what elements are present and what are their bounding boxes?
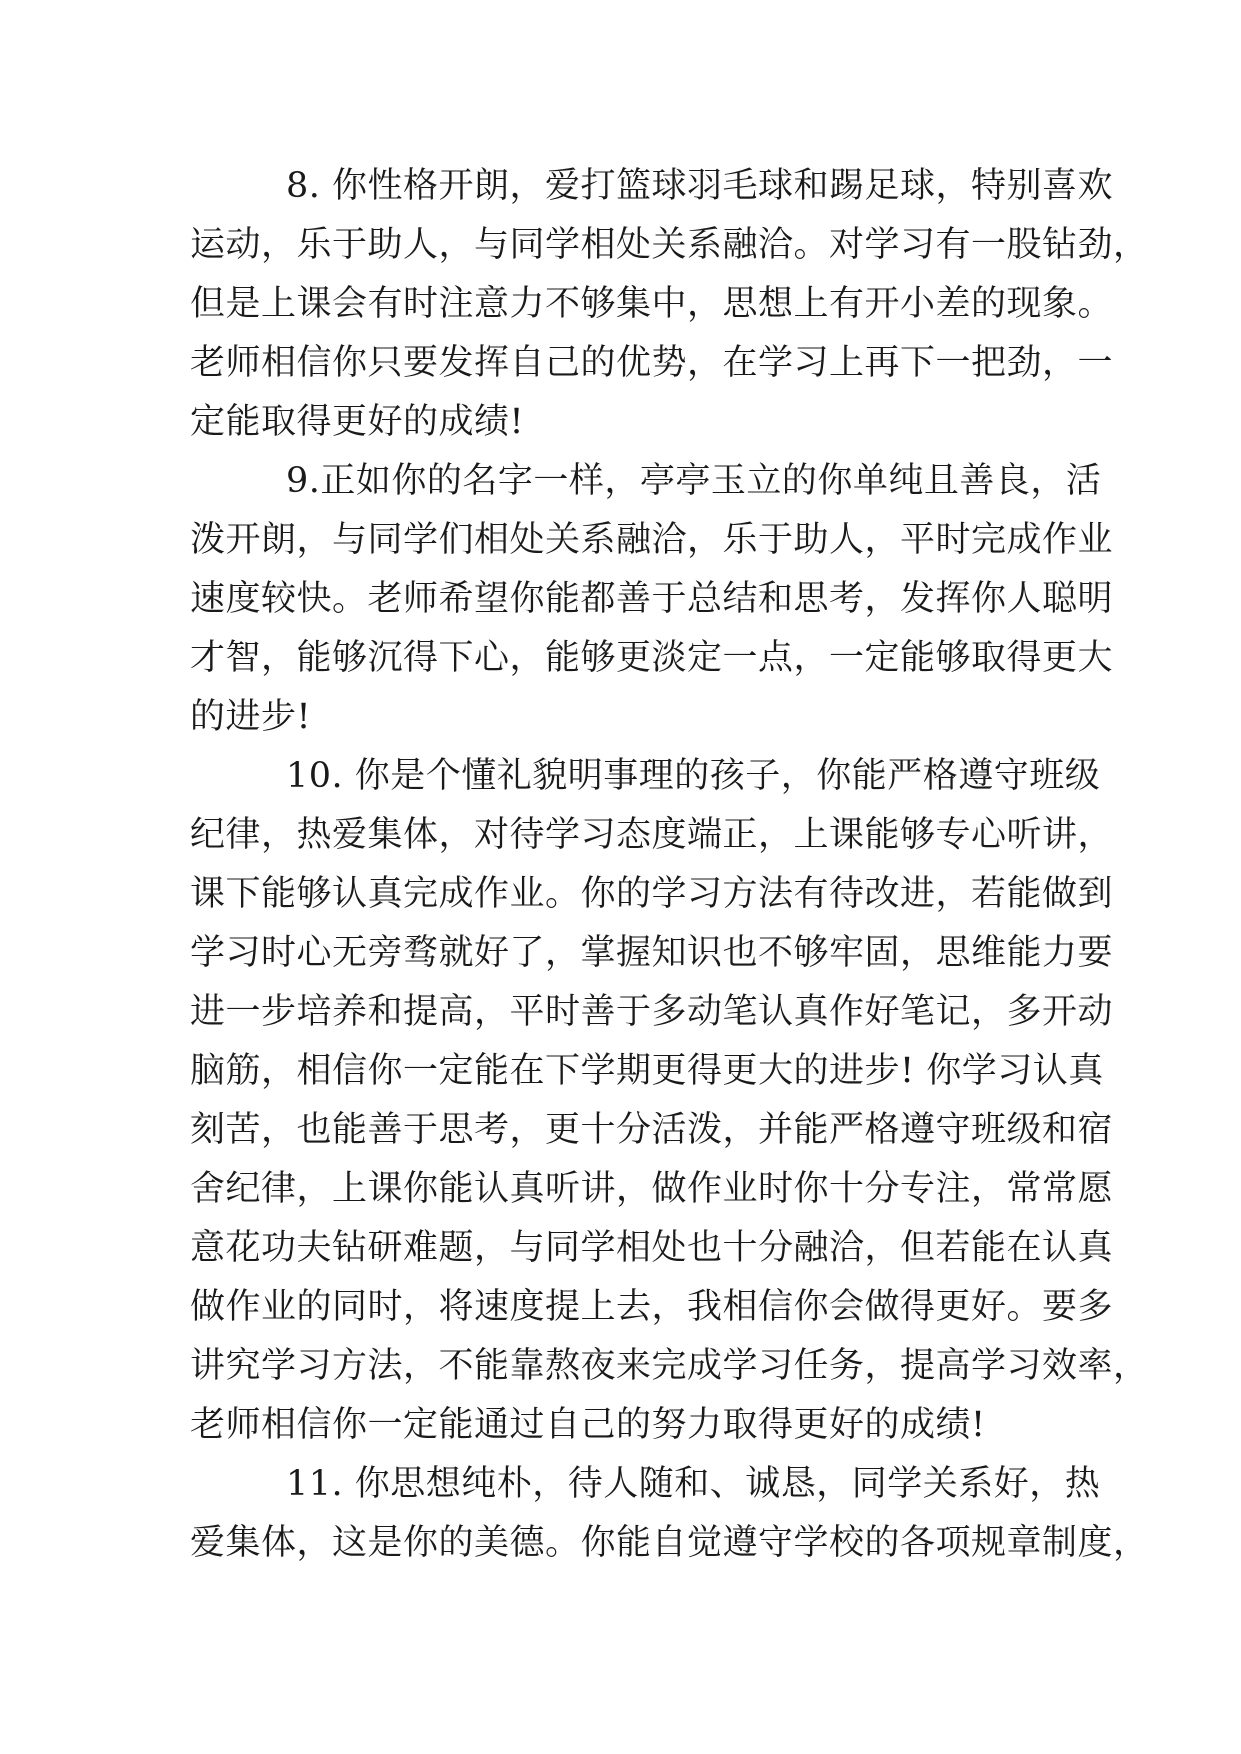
text-line: 泼开朗，与同学们相处关系融洽，乐于助人，平时完成作业: [190, 520, 1114, 560]
text-line: 意花功夫钻研难题，与同学相处也十分融洽，但若能在认真: [190, 1228, 1114, 1268]
text-line: 但是上课会有时注意力不够集中，思想上有开小差的现象。: [190, 284, 1114, 324]
text-line: 老师相信你一定能通过自己的努力取得更好的成绩!: [190, 1405, 986, 1445]
text-line: 8. 你性格开朗，爱打篮球羽毛球和踢足球，特别喜欢: [286, 166, 1114, 206]
text-line: 的进步!: [190, 697, 312, 737]
text-line: 做作业的同时，将速度提上去，我相信你会做得更好。要多: [190, 1287, 1114, 1327]
paragraph-9: [190, 452, 1114, 747]
paragraph-10: [190, 747, 1149, 1455]
text-line: 进一步培养和提高，平时善于多动笔认真作好笔记，多开动: [190, 992, 1114, 1032]
text-line: 学习时心无旁骛就好了，掌握知识也不够牢固，思维能力要: [190, 933, 1114, 973]
text-line: 纪律，热爱集体，对待学习态度端正，上课能够专心听讲，: [190, 815, 1114, 855]
text-line: 爱集体，这是你的美德。你能自觉遵守学校的各项规章制度，: [190, 1523, 1149, 1563]
text-line: 课下能够认真完成作业。你的学习方法有待改进，若能做到: [190, 874, 1114, 914]
text-line: 舍纪律，上课你能认真听讲，做作业时你十分专注，常常愿: [190, 1169, 1114, 1209]
text-line: 老师相信你只要发挥自己的优势，在学习上再下一把劲，一: [190, 343, 1114, 383]
document-body: [190, 157, 1149, 1573]
text-line: 定能取得更好的成绩!: [190, 402, 525, 442]
text-line: 脑筋，相信你一定能在下学期更得更大的进步! 你学习认真: [190, 1051, 1104, 1091]
text-line: 运动，乐于助人，与同学相处关系融洽。对学习有一股钻劲，: [190, 225, 1149, 265]
text-line: 11. 你思想纯朴，待人随和、诚恳，同学关系好，热: [286, 1464, 1101, 1504]
text-line: 刻苦，也能善于思考，更十分活泼，并能严格遵守班级和宿: [190, 1110, 1114, 1150]
text-line: 9.正如你的名字一样，亭亭玉立的你单纯且善良，活: [286, 461, 1102, 501]
text-line: 才智，能够沉得下心，能够更淡定一点，一定能够取得更大: [190, 638, 1114, 678]
paragraph-8: [190, 157, 1149, 452]
text-line: 速度较快。老师希望你能都善于总结和思考，发挥你人聪明: [190, 579, 1114, 619]
text-line: 10. 你是个懂礼貌明事理的孩子，你能严格遵守班级: [286, 756, 1101, 796]
paragraph-11: [190, 1455, 1149, 1573]
text-line: 讲究学习方法，不能靠熬夜来完成学习任务，提高学习效率，: [190, 1346, 1149, 1386]
